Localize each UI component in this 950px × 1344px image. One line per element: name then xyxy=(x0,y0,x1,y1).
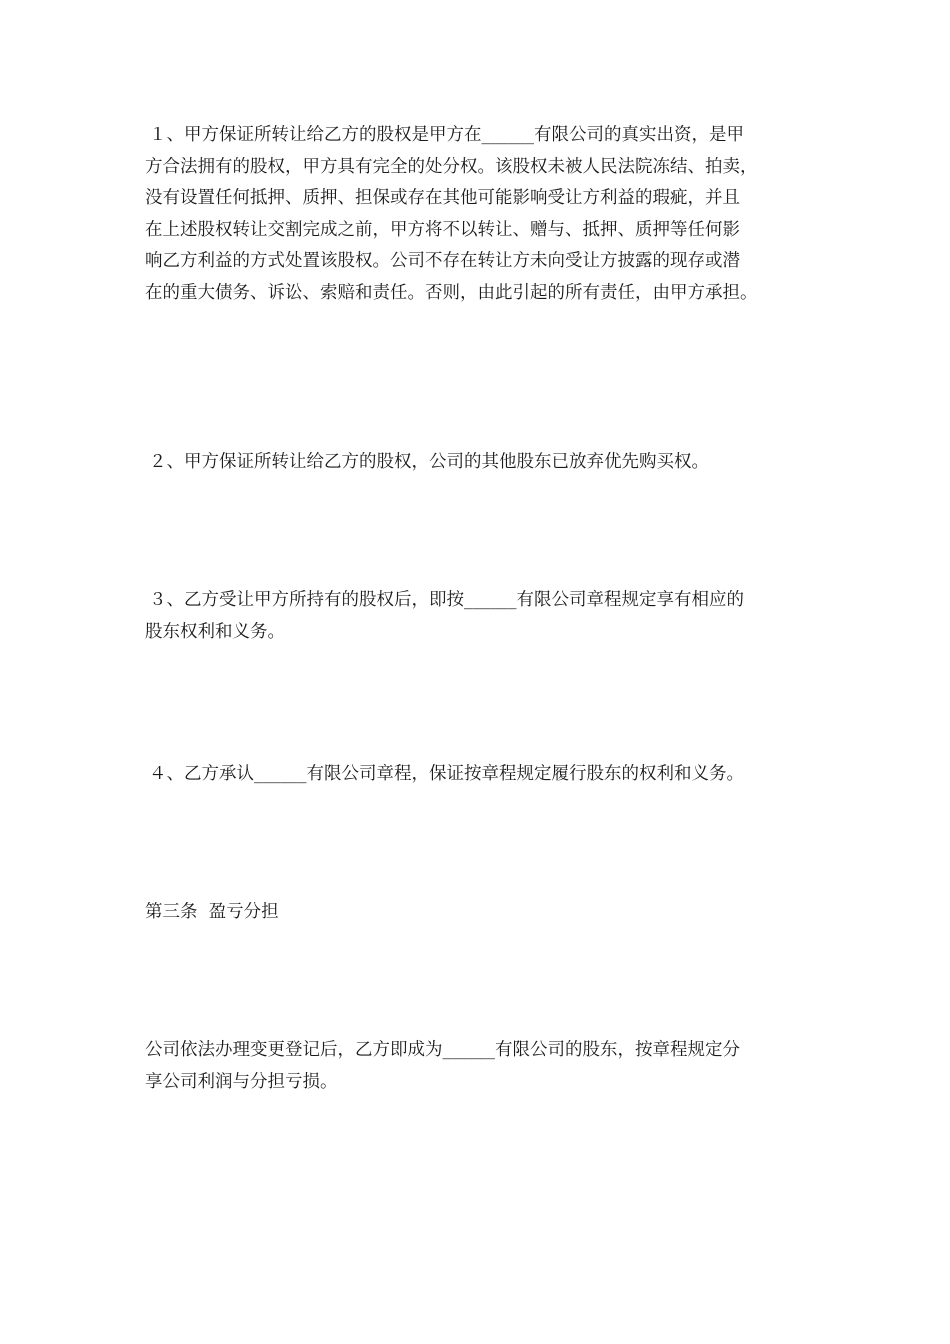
clause-3-paragraph xyxy=(145,585,819,648)
clause-1-line: 在的重大债务、诉讼、索赔和责任。否则，由此引起的所有责任，由甲方承担。 xyxy=(145,282,758,303)
article-3-body xyxy=(145,1035,815,1098)
article-3-heading-text: 第三条 盈亏分担 xyxy=(145,902,279,922)
clause-1-line: 没有设置任何抵押、质押、担保或存在其他可能影响受让方利益的瑕疵，并且 xyxy=(145,188,740,208)
clause-4-paragraph xyxy=(145,759,819,791)
clause-3-line: 股东权利和义务。 xyxy=(145,621,285,642)
clause-1-line: 在上述股权转让交割完成之前，甲方将不以转让、赠与、抵押、质押等任何影 xyxy=(145,219,740,240)
article-3-heading xyxy=(145,897,815,929)
clause-1-paragraph xyxy=(145,120,819,309)
clause-1-line: 响乙方利益的方式处置该股权。公司不存在转让方未向受让方披露的现存或潜 xyxy=(145,251,740,271)
clause-4-line: ４、乙方承认______有限公司章程，保证按章程规定履行股东的权利和义务。 xyxy=(149,764,744,784)
clause-2-line: ２、甲方保证所转让给乙方的股权，公司的其他股东已放弃优先购买权。 xyxy=(149,452,709,472)
clause-1-line: １、甲方保证所转让给乙方的股权是甲方在______有限公司的真实出资，是甲 xyxy=(149,125,744,145)
clause-2-paragraph xyxy=(145,447,819,479)
article-3-line: 享公司利润与分担亏损。 xyxy=(145,1071,338,1092)
clause-1-line: 方合法拥有的股权，甲方具有完全的处分权。该股权未被人民法院冻结、拍卖， xyxy=(145,156,758,177)
article-3-line: 公司依法办理变更登记后，乙方即成为______有限公司的股东，按章程规定分 xyxy=(145,1040,740,1060)
clause-3-line: ３、乙方受让甲方所持有的股权后，即按______有限公司章程规定享有相应的 xyxy=(149,590,744,610)
